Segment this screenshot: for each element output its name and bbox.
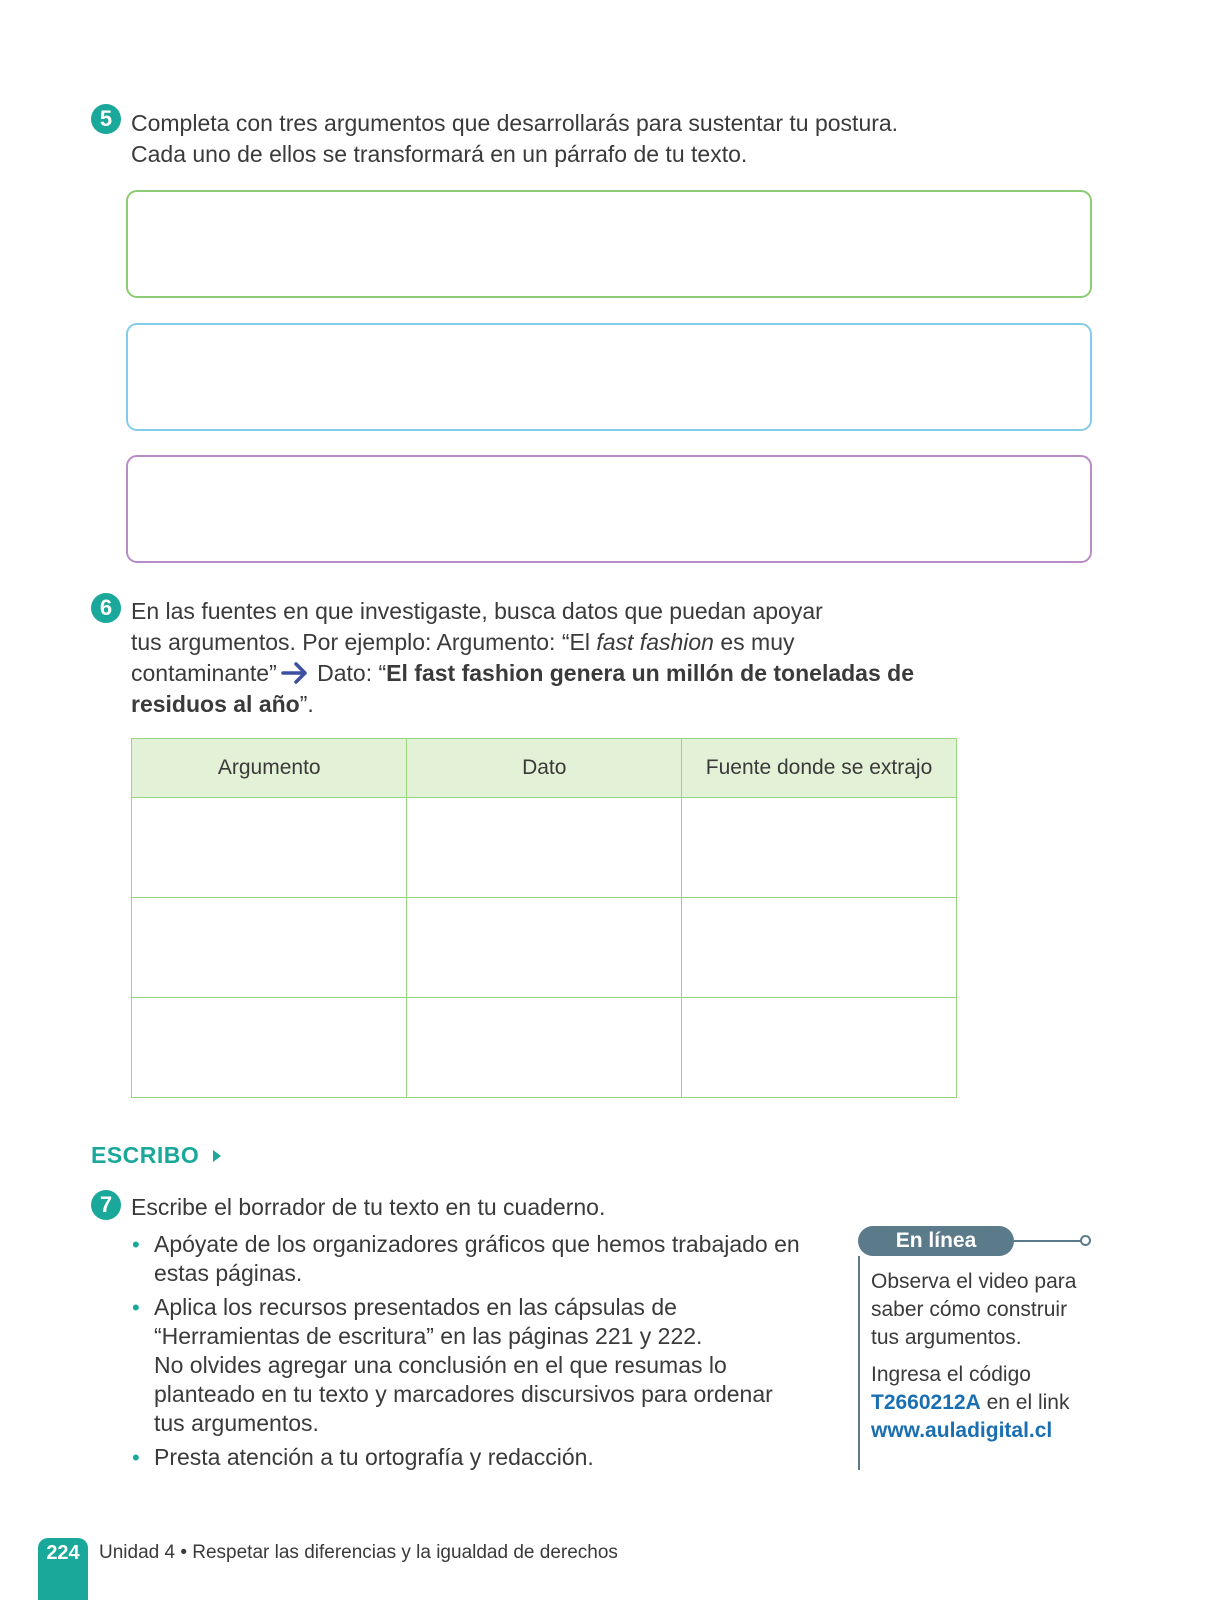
header-fuente: Fuente donde se extrajo <box>682 739 957 798</box>
bullet-2-line-1: Aplica los recursos presentados en las cápsulas de <box>154 1294 677 1320</box>
bullet-2-line-3: No olvides agregar una conclusión en el que resumas lo <box>154 1352 727 1378</box>
table-cell[interactable] <box>132 998 407 1098</box>
bullet-2-line-4: planteado en tu texto y marcadores discursivos para ordenar <box>154 1381 773 1407</box>
item-7-intro-line: Escribe el borrador de tu texto en tu cuaderno. <box>131 1194 606 1220</box>
header-argumento: Argumento <box>132 739 407 798</box>
online-link[interactable]: www.auladigital.cl <box>871 1419 1053 1442</box>
item-6-line-2-pre: tus argumentos. Por ejemplo: Argumento: “El <box>131 629 597 655</box>
table-row <box>132 898 957 998</box>
item-6-line-4-bold: residuos al año <box>131 691 300 717</box>
section-heading-escribo <box>91 1142 221 1169</box>
list-item <box>132 1293 842 1438</box>
online-panel-vertical-rule <box>858 1256 860 1470</box>
table-cell[interactable] <box>407 798 682 898</box>
table-cell[interactable] <box>682 998 957 1098</box>
bullet-2-line-2: “Herramientas de escritura” en las páginas 221 y 222. <box>154 1323 703 1349</box>
section-title: ESCRIBO <box>91 1142 200 1168</box>
item-6-instructions <box>131 596 914 720</box>
table-row <box>132 998 957 1098</box>
item-6-line-2 <box>131 627 914 658</box>
bullet-3-line-1: Presta atención a tu ortografía y redacción. <box>154 1444 594 1470</box>
item-5-instructions <box>131 108 898 170</box>
online-code: T2660212A <box>871 1391 981 1414</box>
item-7-number: 7 <box>91 1190 121 1220</box>
online-line-1: Observa el video para <box>871 1270 1077 1293</box>
connector-end-circle-icon <box>1080 1235 1091 1246</box>
online-line-2: saber cómo construir <box>871 1298 1068 1321</box>
right-arrow-icon <box>281 661 309 685</box>
table-cell[interactable] <box>132 798 407 898</box>
page-number: 224 <box>46 1542 80 1564</box>
table-cell[interactable] <box>407 998 682 1098</box>
item-6-fast-fashion-italic: fast fashion <box>596 629 714 655</box>
header-dato: Dato <box>407 739 682 798</box>
online-line-3: tus argumentos. <box>871 1326 1022 1349</box>
item-6-line-4 <box>131 689 914 720</box>
arguments-table <box>131 738 957 1098</box>
table-cell[interactable] <box>682 798 957 898</box>
online-connector-line <box>1014 1240 1082 1242</box>
bullet-dot-icon: • <box>132 1445 140 1470</box>
online-code-after: en el link <box>980 1391 1070 1414</box>
online-code-intro: Ingresa el código <box>871 1363 1031 1386</box>
list-item <box>132 1230 842 1288</box>
item-6-line-4-post: ”. <box>299 691 314 717</box>
list-item <box>132 1443 842 1472</box>
online-code-line <box>871 1389 1101 1417</box>
item-6-line-1: En las fuentes en que investigaste, busca datos que puedan apoyar <box>131 598 823 624</box>
bullet-dot-icon: • <box>132 1232 140 1257</box>
item-6-line-3-bold: El fast fashion genera un millón de toneladas de <box>386 660 914 686</box>
table-header-row <box>132 739 957 798</box>
item-6-line-2-post: es muy <box>713 629 795 655</box>
item-6-line-3 <box>131 658 914 689</box>
item-6-number: 6 <box>91 593 121 623</box>
item-6-line-3-pre: contaminante” <box>131 660 277 686</box>
table-cell[interactable] <box>682 898 957 998</box>
online-label-badge: En línea <box>858 1226 1014 1256</box>
argument-box-3[interactable] <box>126 455 1092 563</box>
table-cell[interactable] <box>132 898 407 998</box>
online-panel-text <box>871 1268 1101 1445</box>
bullet-dot-icon: • <box>132 1295 140 1320</box>
triangle-right-icon <box>213 1150 221 1162</box>
table-cell[interactable] <box>407 898 682 998</box>
item-7-intro <box>131 1192 605 1223</box>
item-5-line-1: Completa con tres argumentos que desarrollarás para sustentar tu postura. <box>131 110 899 136</box>
item-5-number: 5 <box>91 104 121 134</box>
bullet-1-line-1: Apóyate de los organizadores gráficos que hemos trabajado en <box>154 1231 800 1257</box>
bullet-2-line-5: tus argumentos. <box>154 1410 319 1436</box>
argument-box-1[interactable] <box>126 190 1092 298</box>
item-7-bullet-list <box>132 1230 842 1477</box>
argument-box-2[interactable] <box>126 323 1092 431</box>
bullet-1-line-2: estas páginas. <box>154 1260 303 1286</box>
page-number-tab <box>38 1538 88 1600</box>
table-row <box>132 798 957 898</box>
footer-unit-text: Unidad 4 • Respetar las diferencias y la igualdad de derechos <box>99 1542 618 1563</box>
item-6-line-3-mid: Dato: “ <box>310 660 387 686</box>
item-5-line-2: Cada uno de ellos se transformará en un párrafo de tu texto. <box>131 141 748 167</box>
